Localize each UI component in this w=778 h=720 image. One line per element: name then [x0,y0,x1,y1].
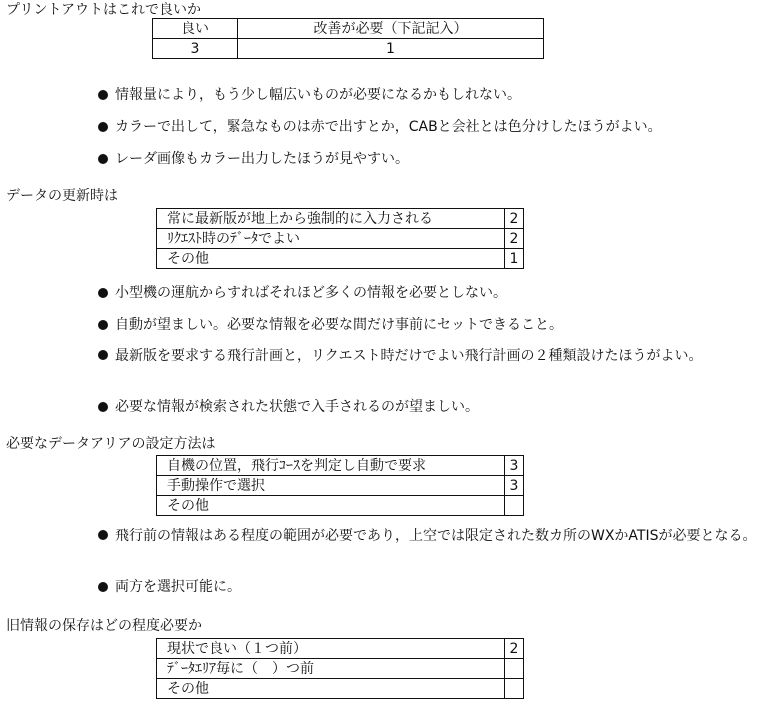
option-label: 常に最新版が地上から強制的に入力される [157,209,505,229]
bullet-icon [98,122,108,132]
table-row [157,476,524,496]
history-retention-table [156,638,524,699]
bullet-text: レーダ画像もカラー出力したほうが見やすい。 [115,151,409,167]
bullet-text: カラーで出して，緊急なものは赤で出すとか，CABと会社とは色分けしたほうがよい。 [115,119,662,135]
table-value-good: 3 [153,39,238,59]
section-1-heading: プリントアウトはこれで良いか [6,2,202,18]
table-row [157,679,524,699]
table-row [157,659,524,679]
table-row [157,209,524,229]
data-area-method-table [156,455,524,516]
bullet-text: 両方を選択可能に。 [115,579,241,595]
option-label: ﾃﾞｰﾀｴﾘｱ毎に（ ）つ前 [157,659,505,679]
table-header-improve: 改善が必要（下記記入） [238,19,544,39]
section-2-heading: データの更新時は [6,188,118,204]
option-count: 3 [505,476,524,496]
bullet-text: 小型機の運航からすればそれほど多くの情報を必要としない。 [115,285,507,301]
bullet-icon [98,154,108,164]
option-count: 1 [505,249,524,269]
option-count: 2 [505,229,524,249]
table-row [157,229,524,249]
table-row [157,639,524,659]
option-count: 2 [505,209,524,229]
option-count [505,659,524,679]
option-label: 自機の位置，飛行ｺｰｽを判定し自動で要求 [157,456,505,476]
bullet-text: 情報量により，もう少し幅広いものが必要になるかもしれない。 [115,87,521,103]
option-count: 2 [505,639,524,659]
table-header-good: 良い [153,19,238,39]
bullet-icon [98,530,108,540]
section-4-heading: 旧情報の保存はどの程度必要か [6,618,202,634]
section-3-heading: 必要なデータアリアの設定方法は [6,436,216,452]
bullet-icon [98,90,108,100]
bullet-icon [98,350,108,360]
bullet-text: 飛行前の情報はある程度の範囲が必要であり，上空では限定された数カ所のWXかATISが必要となる。 [115,528,757,544]
bullet-icon [98,288,108,298]
table-value-improve: 1 [238,39,544,59]
option-count: 3 [505,456,524,476]
print-evaluation-table [152,18,544,59]
bullet-text: 必要な情報が検索された状態で入手されるのが望ましい。 [115,399,479,415]
table-row [157,496,524,516]
bullet-text: 最新版を要求する飛行計画と，リクエスト時だけでよい飛行計画の２種類設けたほうがよい。 [115,348,703,364]
option-label: 現状で良い（１つ前） [157,639,505,659]
option-label: その他 [157,496,505,516]
update-timing-table [156,208,524,269]
option-label: ﾘｸｴｽﾄ時のﾃﾞｰﾀでよい [157,229,505,249]
bullet-icon [98,582,108,592]
bullet-icon [98,320,108,330]
bullet-icon [98,402,108,412]
option-count [505,679,524,699]
option-label: 手動操作で選択 [157,476,505,496]
bullet-text: 自動が望ましい。必要な情報を必要な間だけ事前にセットできること。 [115,317,563,333]
table-row [157,249,524,269]
table-row [157,456,524,476]
option-label: その他 [157,249,505,269]
option-label: その他 [157,679,505,699]
option-count [505,496,524,516]
